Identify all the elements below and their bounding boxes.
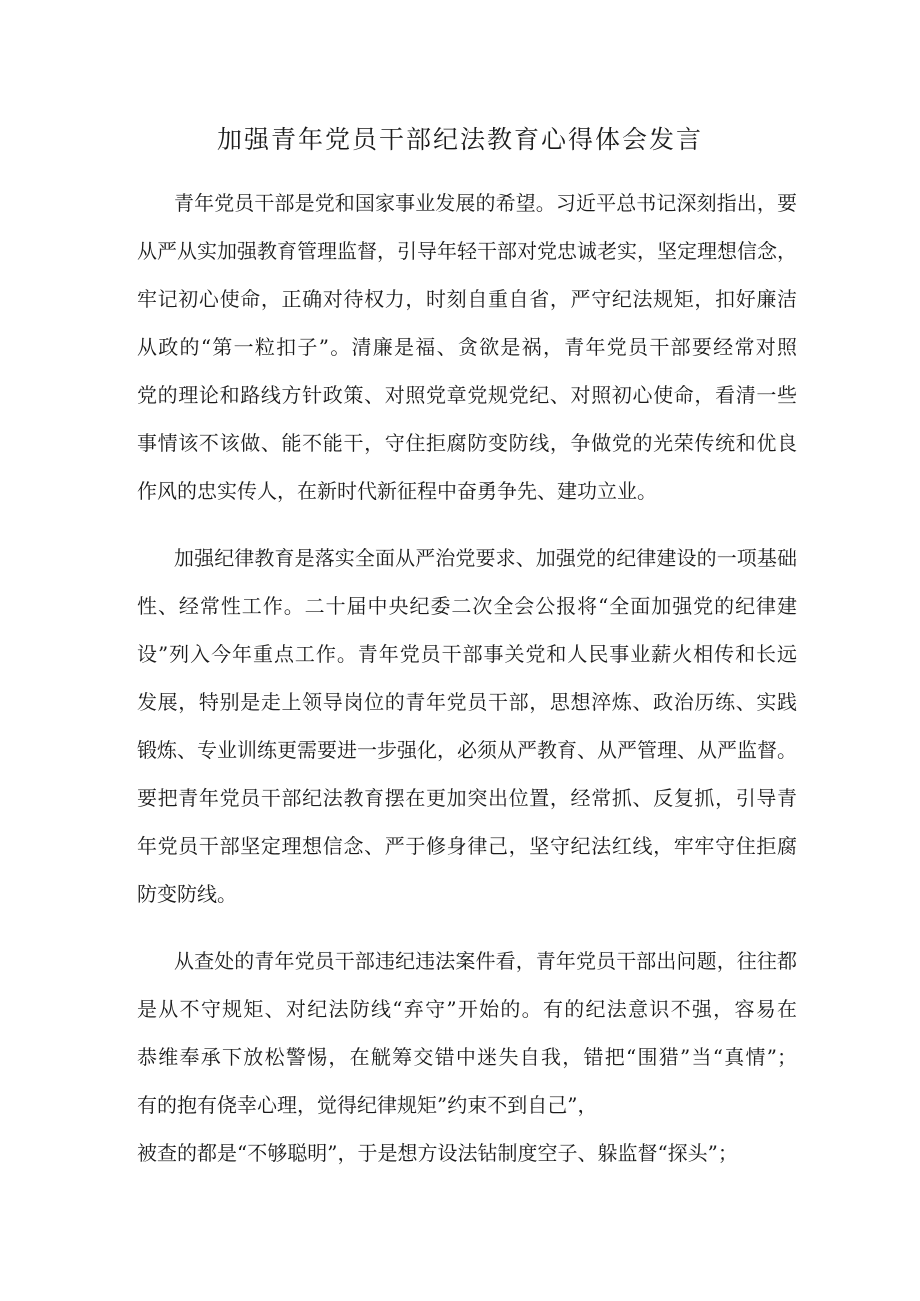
paragraph-2-line-2: 性、经常性工作。二十届中央纪委二次全会公报将“全面加强党的纪律建 — [137, 594, 797, 618]
paragraph-1-line-5: 党的理论和路线方针政策、对照党章党规党纪、对照初心使命，看清一些 — [137, 383, 797, 407]
paragraph-1-line-3: 牢记初心使命，正确对待权力，时刻自重自省，严守纪法规矩，扣好廉洁 — [137, 287, 797, 311]
paragraph-3-line-1: 从查处的青年党员干部违纪违法案件看，青年党员干部出问题，往往都 — [174, 949, 797, 973]
paragraph-1-line-2: 从严从实加强教育管理监督，引导年轻干部对党忠诚老实，坚定理想信念， — [137, 239, 797, 263]
paragraph-3-line-3: 恭维奉承下放松警惕，在觥筹交错中迷失自我，错把“围猎”当“真情”； — [137, 1045, 797, 1069]
paragraph-2-line-1: 加强纪律教育是落实全面从严治党要求、加强党的纪律建设的一项基础 — [174, 546, 797, 570]
paragraph-1-line-4: 从政的“第一粒扣子”。清廉是福、贪欲是祸，青年党员干部要经常对照 — [137, 335, 797, 359]
paragraph-1-line-1: 青年党员干部是党和国家事业发展的希望。习近平总书记深刻指出，要 — [174, 191, 797, 215]
paragraph-2-line-8: 防变防线。 — [137, 882, 237, 906]
paragraph-1-line-6: 事情该不该做、能不能干，守住拒腐防变防线，争做党的光荣传统和优良 — [137, 431, 797, 455]
paragraph-2-line-6: 要把青年党员干部纪法教育摆在更加突出位置，经常抓、反复抓，引导青 — [137, 786, 797, 810]
paragraph-3-line-5: 被查的都是“不够聪明”，于是想方设法钻制度空子、躲监督“探头”； — [137, 1141, 738, 1165]
paragraph-1-line-7: 作风的忠实传人，在新时代新征程中奋勇争先、建功立业。 — [137, 479, 657, 503]
paragraph-2-line-3: 设”列入今年重点工作。青年党员干部事关党和人民事业薪火相传和长远 — [137, 642, 797, 666]
paragraph-2-line-7: 年党员干部坚定理想信念、严于修身律己，坚守纪法红线，牢牢守住拒腐 — [137, 834, 797, 858]
paragraph-3-line-2: 是从不守规矩、对纪法防线“弃守”开始的。有的纪法意识不强，容易在 — [137, 997, 797, 1021]
paragraph-2-line-5: 锻炼、专业训练更需要进一步强化，必须从严教育、从严管理、从严监督。 — [137, 738, 797, 762]
paragraph-2-line-4: 发展，特别是走上领导岗位的青年党员干部，思想淬炼、政治历练、实践 — [137, 690, 797, 714]
document-title: 加强青年党员干部纪法教育心得体会发言 — [216, 125, 703, 154]
paragraph-3-line-4: 有的抱有侥幸心理，觉得纪律规矩”约束不到自己”， — [137, 1093, 598, 1117]
